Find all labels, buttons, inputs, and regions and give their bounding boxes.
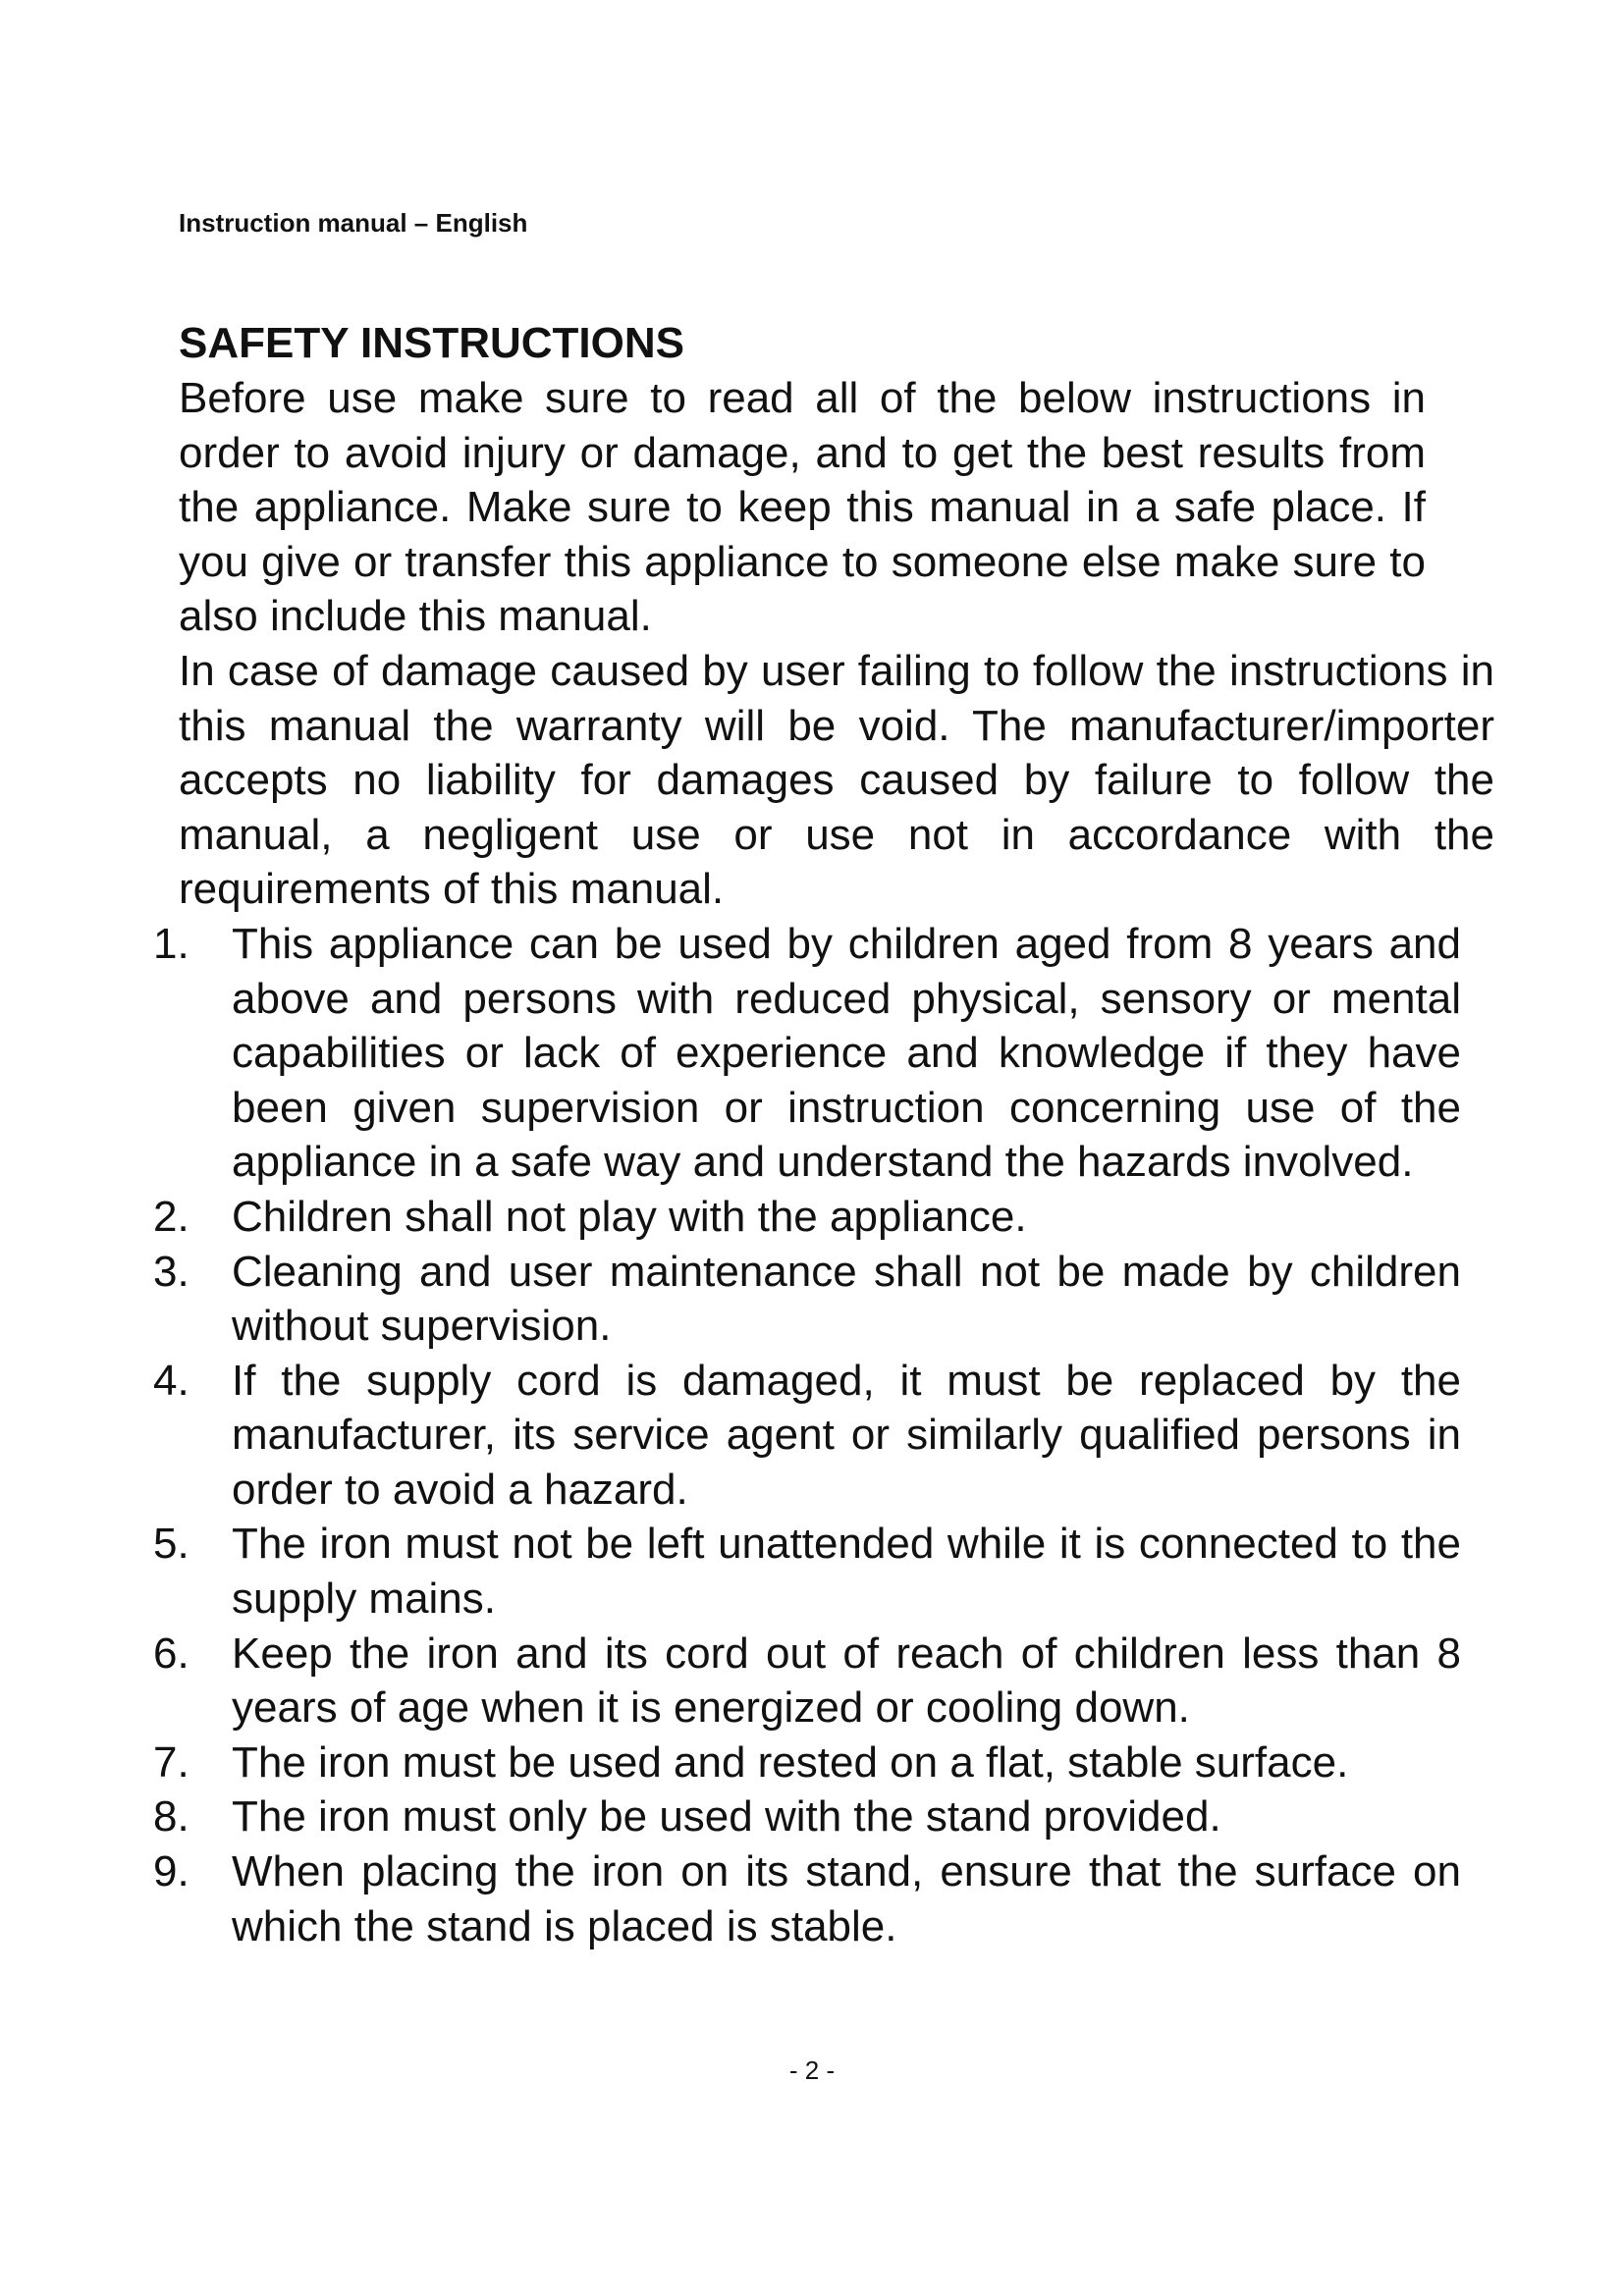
safety-rule-item	[153, 1354, 1461, 1518]
warranty-paragraph: In case of damage caused by user failing to follow the instructions in this manual the warranty will be void. The manufacturer/importer accepts no liability for damages caused by failure to follow the manual, a negligent use or use not in accordance with the requirements of this manual.	[179, 646, 1494, 914]
rule-text: Keep the iron and its cord out of reach of children less than 8 years of age when it is energized or cooling down.	[232, 1629, 1461, 1733]
safety-rule-item	[153, 1517, 1461, 1626]
safety-rule-item	[153, 1190, 1461, 1245]
rule-text: Cleaning and user maintenance shall not be made by children without supervision.	[232, 1247, 1461, 1351]
safety-rule-item	[153, 1245, 1461, 1354]
rule-text: Children shall not play with the appliance.	[232, 1192, 1027, 1241]
rule-text: This appliance can be used by children aged from 8 years and above and persons with reduced physical, sensory or mental capabilities or lack of experience and knowledge if they have been given supervision or instruction concerning use of the appliance in a safe way and understand the hazards involved.	[232, 919, 1461, 1187]
rule-text: The iron must be used and rested on a flat, stable surface.	[232, 1737, 1349, 1787]
rule-number: 1.	[153, 919, 189, 968]
page-title: SAFETY INSTRUCTIONS	[179, 319, 685, 367]
rule-text: If the supply cord is damaged, it must be replaced by the manufacturer, its service agent or similarly qualified persons in order to avoid a hazard.	[232, 1356, 1461, 1514]
rule-number: 4.	[153, 1356, 189, 1405]
safety-rule-item	[153, 1844, 1461, 1953]
intro-paragraph: Before use make sure to read all of the below instructions in order to avoid injury or damage, and to get the best results from the appliance. Make sure to keep this manual in a safe place. If you give or transfer this appliance to someone else make sure to also include this manual.	[179, 374, 1426, 641]
rule-number: 3.	[153, 1247, 189, 1296]
safety-rule-item	[153, 1735, 1461, 1790]
rule-number: 7.	[153, 1737, 189, 1787]
rule-text: The iron must not be left unattended while it is connected to the supply mains.	[232, 1520, 1461, 1624]
rule-text: When placing the iron on its stand, ensure that the surface on which the stand is placed is stable.	[232, 1847, 1461, 1950]
safety-rules-list	[153, 917, 1494, 1953]
safety-rule-item	[153, 917, 1461, 1190]
rule-number: 2.	[153, 1192, 189, 1241]
safety-rule-item	[153, 1789, 1461, 1844]
document-header: Instruction manual – English	[179, 208, 528, 238]
rule-number: 6.	[153, 1629, 189, 1678]
safety-rule-item	[153, 1627, 1461, 1735]
page-number: - 2 -	[788, 2056, 836, 2085]
rule-number: 5.	[153, 1520, 189, 1569]
safety-content	[153, 371, 1494, 1953]
rule-number: 8.	[153, 1792, 189, 1842]
rule-text: The iron must only be used with the stand provided.	[232, 1792, 1221, 1842]
rule-number: 9.	[153, 1847, 189, 1896]
